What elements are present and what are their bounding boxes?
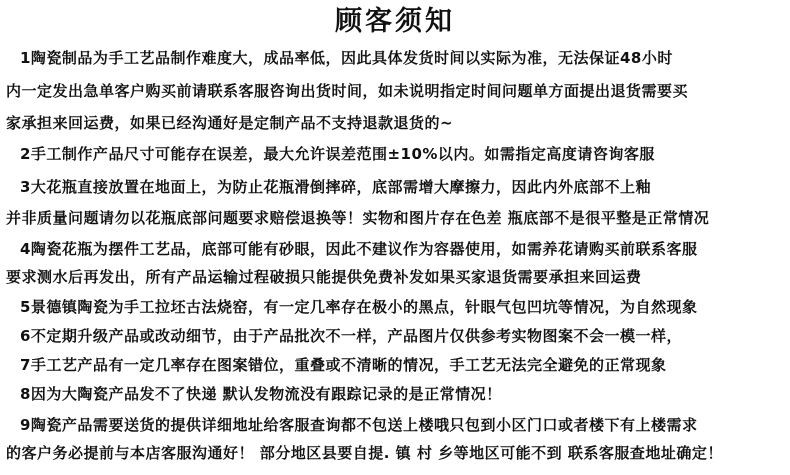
notice-line-8: 8因为大陶瓷产品发不了快递 默认发物流没有跟踪记录的是正常情况！	[20, 385, 502, 403]
notice-line-6: 6不定期升级产品或改动细节，由于产品批次不一样，产品图片仅供参考实物图案不会一模一样，	[20, 327, 682, 345]
notice-line-3-cont: 并非质量问题请勿以花瓶底部问题要求赔偿退换等！实物和图片存在色差 瓶底部不是很平整是正常情况	[6, 209, 710, 227]
notice-line-1-start: 1陶瓷制品为手工艺品制作难度大，成品率低，因此具体发货时间以实际为准，无法保证48小时	[20, 49, 673, 67]
notice-line-1-end: 家承担来回运费，如果已经沟通好是定制产品不支持退款退货的~	[6, 114, 454, 132]
notice-line-5: 5景德镇陶瓷为手工拉坯古法烧窑，有一定几率存在极小的黑点，针眼气包凹坑等情况，为自然现象	[20, 298, 698, 316]
notice-line-7: 7手工艺产品有一定几率存在图案错位，重叠或不清晰的情况，手工艺无法完全避免的正常现象	[20, 356, 667, 374]
notice-line-1-cont: 内一定发出急单客户购买前请联系客服咨询出货时间，如未说明指定时间问题单方面提出退货需要买	[6, 82, 689, 100]
notice-line-4-cont: 要求测水后再发出，所有产品运输过程破损只能提供免费补发如果买家退货需要承担来回运费	[6, 268, 642, 286]
notice-line-2: 2手工制作产品尺寸可能存在误差，最大允许误差范围±10%以内。如需指定高度请咨询客服	[20, 145, 655, 163]
notice-line-9-start: 9陶瓷产品需要送货的提供详细地址给客服查询都不包送上楼哦只包到小区门口或者楼下有上楼需求	[20, 416, 698, 434]
notice-line-4-start: 4陶瓷花瓶为摆件工艺品，底部可能有砂眼，因此不建议作为容器使用，如需养花请购买前联系客服	[20, 240, 698, 258]
notice-line-9-cont: 的客户务必提前与本店客服沟通好！ 部分地区县要自提. 镇 村 乡等地区可能不到 联系客服查地址确定！	[6, 444, 723, 462]
notice-line-3-start: 3大花瓶直接放置在地面上，为防止花瓶滑倒摔碎，底部需增大摩擦力，因此内外底部不上釉	[20, 178, 651, 196]
page-title: 顾客须知	[335, 6, 455, 37]
